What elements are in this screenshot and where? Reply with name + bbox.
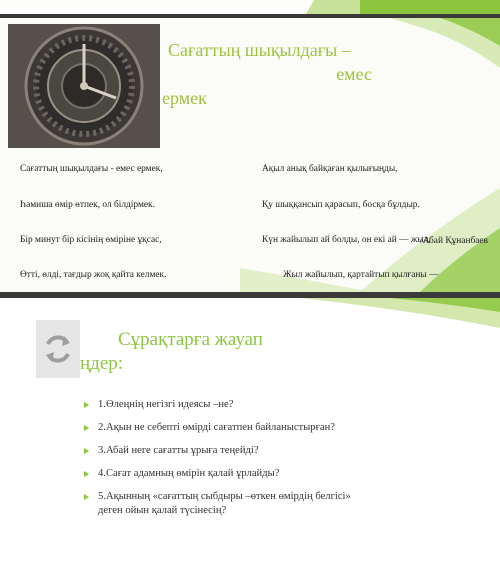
question-text: 4.Сағат адамның өмірін қалай ұрлайды? bbox=[98, 468, 280, 479]
triangle-bullet-icon bbox=[84, 402, 89, 408]
poem-line: Сағаттың шықылдағы - емес ермек, bbox=[20, 164, 163, 175]
refresh-icon[interactable] bbox=[36, 320, 80, 378]
poem-line: Бір минут бір кісінің өміріне ұқсас, bbox=[20, 234, 162, 245]
list-item bbox=[84, 490, 354, 518]
poem-line: Күн жайылып ай болды, он екі ай — жыл, bbox=[262, 234, 431, 245]
list-item bbox=[84, 444, 354, 458]
poem-left-column bbox=[20, 141, 187, 292]
question-text: 2.Ақын не себепті өмірді сағатпен байланыстырған? bbox=[98, 422, 335, 433]
slide-questions[interactable] bbox=[0, 298, 500, 577]
list-item bbox=[84, 421, 354, 435]
poem-line: Өтті, өлді, тағдыр жоқ қайта келмек. bbox=[20, 269, 167, 280]
list-item bbox=[84, 467, 354, 481]
previous-slide-strip bbox=[0, 0, 500, 14]
title-line-3: ермек bbox=[162, 88, 207, 108]
poem-line: Қу шыққансып қарасып, босқа бұлдыр. bbox=[262, 199, 420, 210]
question-text: 3.Абай неге сағатты ұрыға теңейді? bbox=[98, 445, 259, 456]
question-list bbox=[84, 398, 354, 527]
title-line-1: Сағаттың шықылдағы – bbox=[168, 40, 351, 60]
title-line-2: емес bbox=[336, 64, 372, 84]
triangle-bullet-icon bbox=[84, 494, 89, 500]
poem-line: Ақыл анық байқаған қылығыңды, bbox=[262, 164, 398, 175]
leaf-decoration-icon bbox=[240, 298, 500, 338]
slide-title: Сұрақтарға жауап bbox=[118, 329, 263, 350]
slide-title-continued: ңдер: bbox=[80, 353, 124, 374]
slide-title bbox=[162, 38, 378, 110]
poem-right-column bbox=[262, 141, 438, 292]
triangle-bullet-icon bbox=[84, 471, 89, 477]
question-text: 5.Ақынның «сағаттың сыбдыры –өткен өмірдің белгісі» деген ойын қалай түсінесің? bbox=[98, 491, 351, 516]
poem-line: Һәмиша өмір өтпек, ол білдірмек. bbox=[20, 199, 155, 210]
list-item bbox=[84, 398, 354, 412]
clock-image-icon bbox=[8, 24, 160, 148]
triangle-bullet-icon bbox=[84, 448, 89, 454]
decor-green-band bbox=[360, 0, 500, 14]
poem-author: /Абай Құнанбаев bbox=[420, 236, 488, 246]
slide-poem[interactable] bbox=[0, 18, 500, 292]
poem-line: Жыл жайылып, қартайтып қылғаны — bbox=[262, 269, 439, 280]
question-text: 1.Өлеңнің негізгі идеясы –не? bbox=[98, 399, 234, 410]
triangle-bullet-icon bbox=[84, 425, 89, 431]
